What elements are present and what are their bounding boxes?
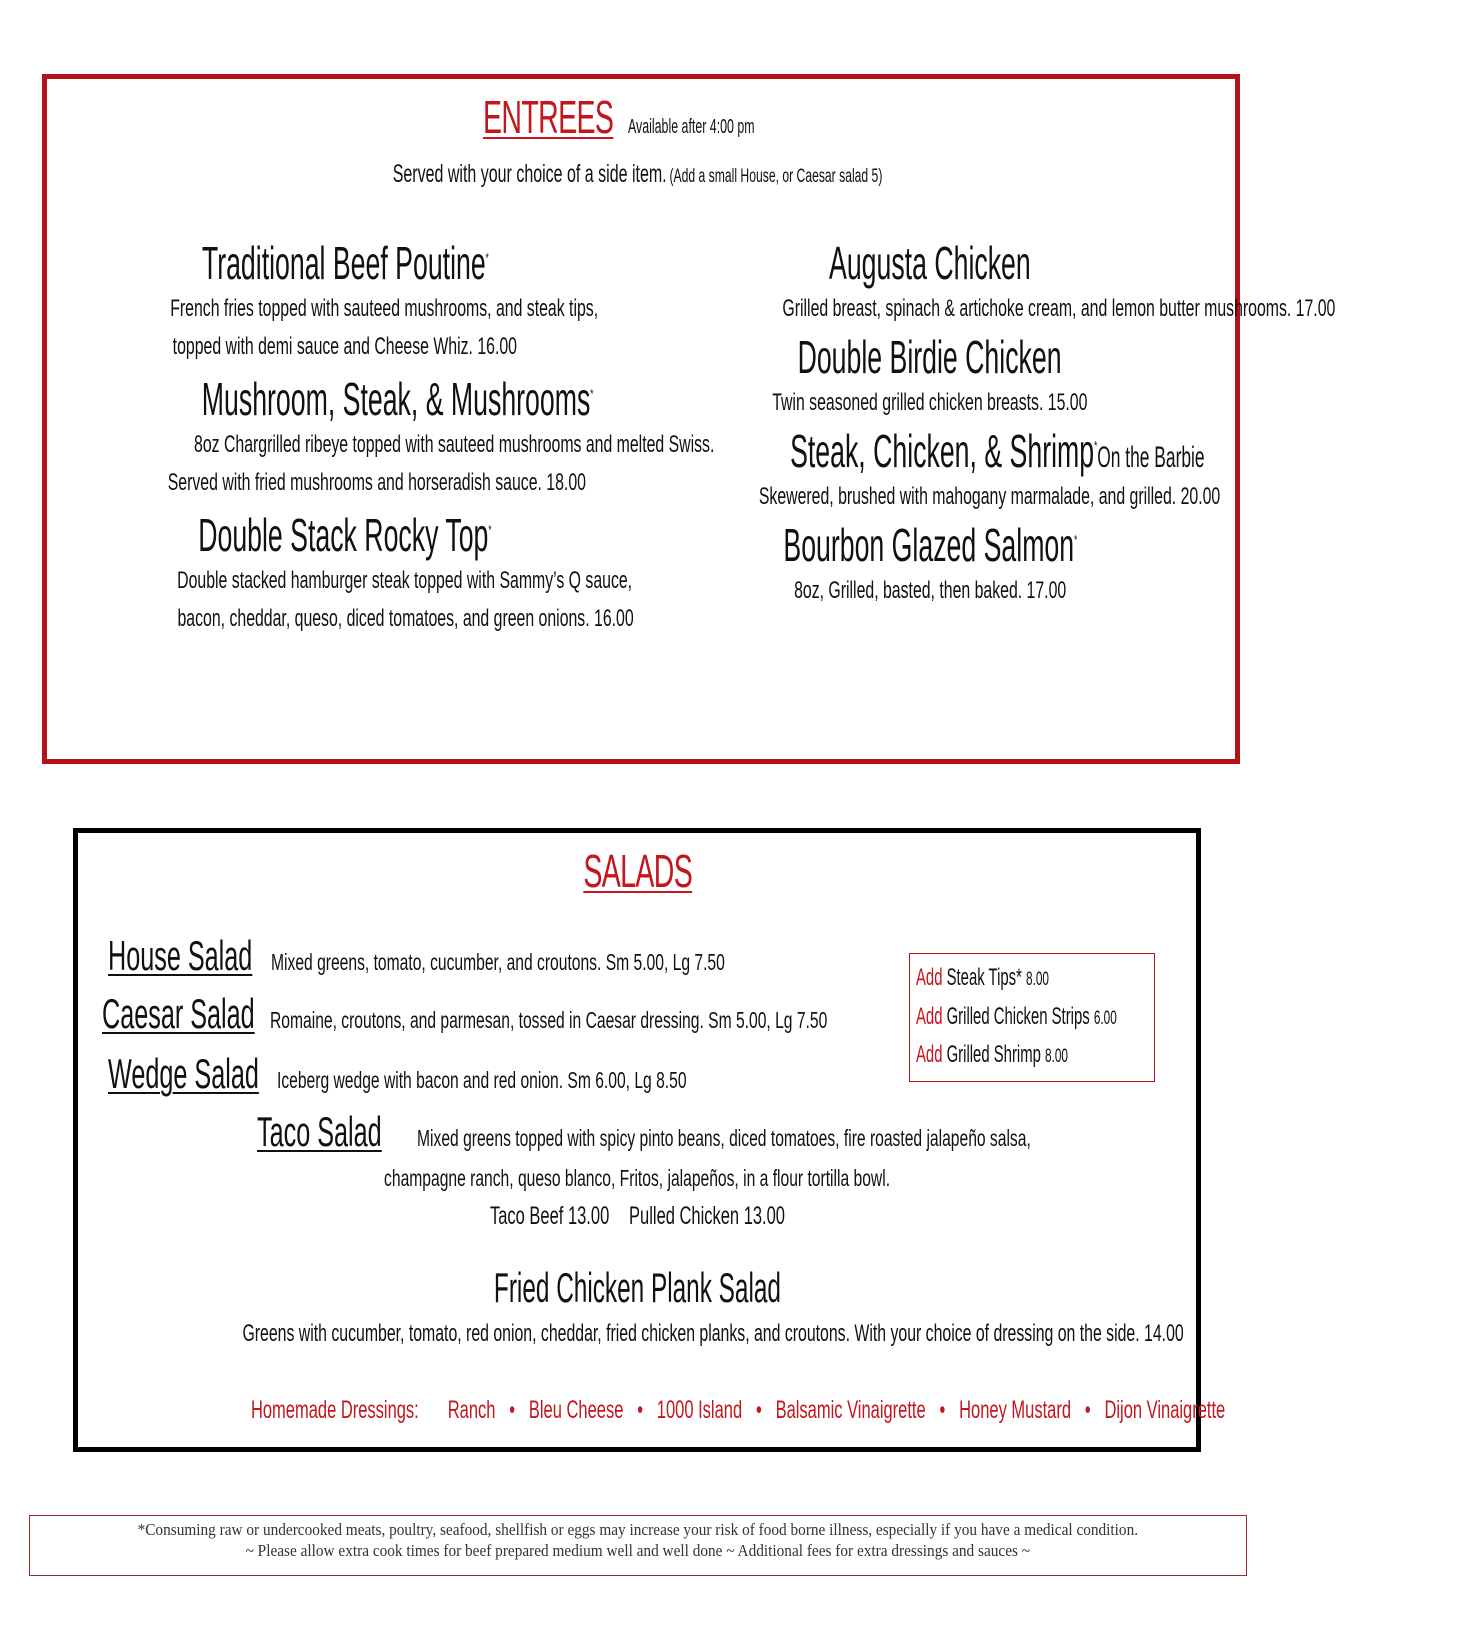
salad-description: Romaine, croutons, and parmesan, tossed in Caesar dressing. Sm 5.00, Lg 7.50 xyxy=(270,1007,828,1033)
dressing-balsamic: Balsamic Vinaigrette xyxy=(775,1396,926,1424)
entrees-title: ENTREES xyxy=(482,91,614,143)
raw-warning-star: * xyxy=(485,249,489,266)
disclaimer-line-2: ~ Please allow extra cook times for beef prepared medium well and well done ~ Additional fees for extra dressings and sauces ~ xyxy=(245,1541,1030,1560)
entrees-right-column xyxy=(640,236,1336,610)
salad-description: Mixed greens, tomato, cucumber, and croutons. Sm 5.00, Lg 7.50 xyxy=(270,949,725,975)
separator-dot: • xyxy=(1084,1396,1091,1424)
dish-name: Bourbon Glazed Salmon* xyxy=(783,519,1077,571)
dish-description: Grilled breast, spinach & artichoke cream, and lemon butter mushrooms. 17.00 xyxy=(782,295,1336,322)
salad-item-wedge xyxy=(108,1050,880,1098)
dressing-honey-mustard: Honey Mustard xyxy=(959,1396,1072,1424)
dish-description: topped with demi sauce and Cheese Whiz. 16.00 xyxy=(172,333,518,360)
entrees-header xyxy=(0,90,1275,144)
salad-name: Wedge Salad xyxy=(108,1050,259,1097)
dressing-dijon: Dijon Vinaigrette xyxy=(1104,1396,1226,1424)
dish-name: Mushroom, Steak, & Mushrooms* xyxy=(201,373,594,425)
availability-note: Available after 4:00 pm xyxy=(627,116,755,138)
separator-dot: • xyxy=(939,1396,946,1424)
raw-warning-star: * xyxy=(488,521,492,538)
addon-grilled-chicken: Add Grilled Chicken Strips 6.00 xyxy=(916,1003,1117,1030)
salad-name: House Salad xyxy=(108,932,253,979)
salad-name: Caesar Salad xyxy=(102,990,255,1037)
dressings-line xyxy=(0,1396,1275,1425)
dish-description: bacon, cheddar, queso, diced tomatoes, and green onions. 16.00 xyxy=(177,605,634,632)
dish-name: Double Stack Rocky Top* xyxy=(198,509,492,561)
raw-warning-star: * xyxy=(1094,437,1098,454)
dish-description: 8oz Chargrilled ribeye topped with sauteed mushrooms and melted Swiss. xyxy=(194,431,715,458)
taco-beef-price: Taco Beef 13.00 xyxy=(489,1202,610,1230)
served-with-text: Served with your choice of a side item. xyxy=(392,160,667,188)
dish-name: Double Birdie Chicken xyxy=(798,331,1062,383)
dish-description: Twin seasoned grilled chicken breasts. 15.00 xyxy=(772,389,1088,416)
dressings-label: Homemade Dressings: xyxy=(250,1396,419,1424)
raw-warning-star: * xyxy=(1073,531,1077,548)
dish-description: French fries topped with sauteed mushrooms, and steak tips, xyxy=(170,295,599,322)
dressing-ranch: Ranch xyxy=(447,1396,496,1424)
dish-name: Augusta Chicken xyxy=(829,237,1031,289)
addon-steak-tips: Add Steak Tips* 8.00 xyxy=(916,964,1049,991)
separator-dot: • xyxy=(509,1396,516,1424)
separator-dot: • xyxy=(637,1396,643,1424)
salad-addons-box xyxy=(909,953,1155,1082)
plank-salad-name: Fried Chicken Plank Salad xyxy=(493,1264,782,1311)
pulled-chicken-price: Pulled Chicken 13.00 xyxy=(629,1202,785,1230)
salad-description: Mixed greens topped with spicy pinto beans, diced tomatoes, fire roasted jalapeño salsa, xyxy=(416,1125,1031,1151)
separator-dot: • xyxy=(755,1396,762,1424)
dish-name: Traditional Beef Poutine* xyxy=(201,237,489,289)
raw-warning-star: * xyxy=(590,385,594,402)
dish-description: Double stacked hamburger steak topped with Sammy’s Q sauce, xyxy=(177,567,633,594)
plank-salad-description: Greens with cucumber, tomato, red onion, cheddar, fried chicken planks, and croutons. With your choice of dressing on the side. 14.00 xyxy=(242,1320,1184,1347)
salad-name: Taco Salad xyxy=(257,1108,382,1155)
dish-description: Served with fried mushrooms and horseradish sauce. 18.00 xyxy=(167,469,586,496)
salad-item-taco xyxy=(257,1108,1319,1156)
dressing-1000-island: 1000 Island xyxy=(656,1396,743,1424)
dish-name: Steak, Chicken, & Shrimp*On the Barbie xyxy=(790,425,1205,477)
salads-title: SALADS xyxy=(583,845,692,897)
dish-description: Skewered, brushed with mahogany marmalade, and grilled. 20.00 xyxy=(758,483,1221,510)
dish-suffix: On the Barbie xyxy=(1097,441,1205,474)
served-with-line xyxy=(0,160,1275,189)
salad-item-house xyxy=(108,932,938,980)
salads-header xyxy=(0,844,1275,898)
taco-salad-line2: champagne ranch, queso blanco, Fritos, jalapeños, in a flour tortilla bowl. xyxy=(384,1165,891,1191)
disclaimer-line-1: *Consuming raw or undercooked meats, poultry, seafood, shellfish or eggs may increase your risk of food borne illness, especially if you have a medical condition. xyxy=(137,1520,1138,1539)
dressing-bleu-cheese: Bleu Cheese xyxy=(528,1396,624,1424)
dish-description: 8oz, Grilled, basted, then baked. 17.00 xyxy=(793,577,1067,604)
entrees-left-column xyxy=(60,236,715,638)
salad-addon-note: (Add a small House, or Caesar salad 5) xyxy=(669,166,883,187)
salad-description: Iceberg wedge with bacon and red onion. Sm 6.00, Lg 8.50 xyxy=(277,1067,687,1093)
taco-salad-prices xyxy=(0,1202,1275,1231)
addon-grilled-shrimp: Add Grilled Shrimp 8.00 xyxy=(916,1041,1068,1068)
